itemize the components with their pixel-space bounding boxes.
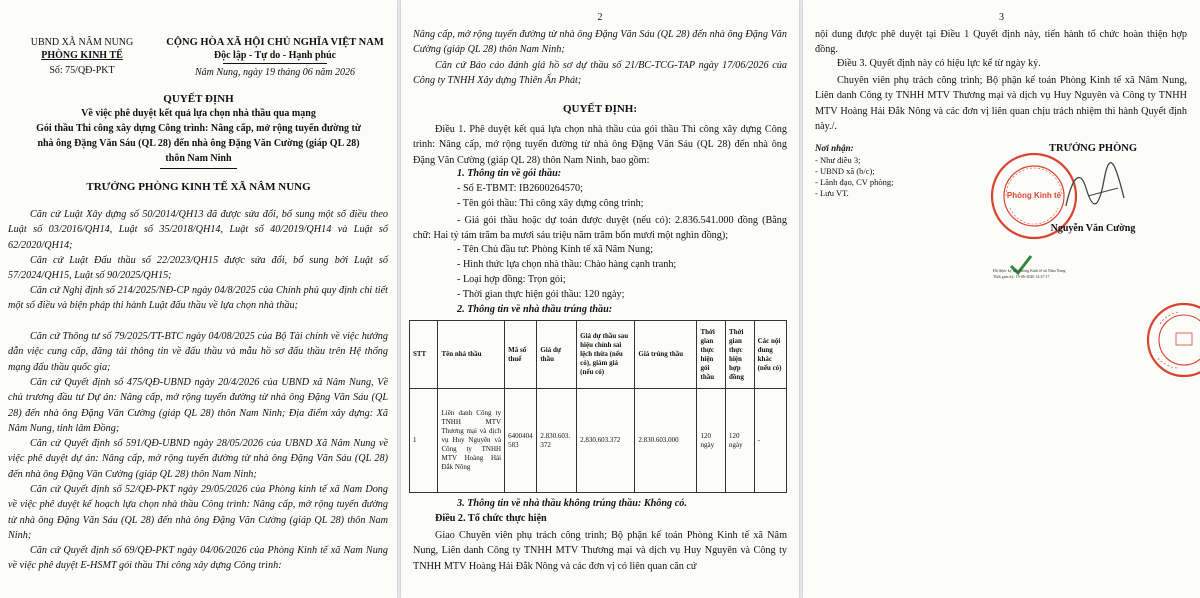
- document-page-1: [0, 0, 397, 598]
- recipients-title: Nơi nhận:: [815, 143, 854, 153]
- table-header: Giá trúng thầu: [635, 321, 697, 389]
- table-cell: 6400404583: [505, 389, 537, 493]
- table-cell: 2.830.603.000: [635, 389, 697, 493]
- place-date: Nâm Nung, ngày 19 tháng 06 năm 2026: [195, 67, 355, 78]
- doc-number: Số: 75/QĐ-PKT: [49, 65, 115, 76]
- table-header: Mã số thuế: [505, 321, 537, 389]
- handwritten-signature: [1058, 158, 1133, 218]
- winning-bidder-table: [409, 320, 787, 493]
- table-cell: -: [754, 389, 786, 493]
- agency-line-1: UBND XÃ NÂM NUNG: [30, 37, 134, 48]
- signer-name: Nguyễn Văn Cường: [1050, 223, 1136, 234]
- document-page-3: [803, 0, 1200, 598]
- stamp-center-text: Phòng Kinh tế: [1006, 191, 1062, 200]
- subject-line: Gói thầu Thi công xây dựng Công trình: Nâng cấp, mở rộng tuyến đường từ: [36, 123, 361, 134]
- legal-basis: Căn cứ Quyết định số 591/QĐ-UBND ngày 28/05/2026 của UBND Xã Nâm Nung về việc phê duyệt dự án: Nâng cấp, mở rộng tuyến đường từ nhà ông Đặng Văn Sáu (QL 28) đến nhà ông Đặng Văn Cường (giáp QL 28) thôn Nam Ninh;: [8, 438, 388, 480]
- legal-basis: Căn cứ Quyết định số 52/QĐ-PKT ngày 29/05/2026 của Phòng kinh tế xã Nam Dong về việc phê duyệt kế hoạch lựa chọn nhà thầu Công trình: Nâng cấp, mở rộng tuyến đường từ nhà ông Đặng Văn Sáu (QL 28) đến nhà ông Đặng Văn Cường (giáp QL 28) thôn Nam Ninh;: [8, 484, 388, 541]
- official-stamp: [1138, 300, 1200, 380]
- table-cell: 120 ngày: [726, 389, 755, 493]
- page-number: 3: [999, 12, 1004, 23]
- report-basis: Căn cứ Báo cáo đánh giá hồ sơ dự thầu số 21/BC-TCG-TAP ngày 17/06/2026 của Công ty TNHH Xây dựng Thiên Ấn Phát;: [413, 60, 787, 87]
- legal-basis: Căn cứ Nghị định số 214/2025/NĐ-CP ngày 04/8/2025 của Chính phủ quy định chi tiết một số điều và biện pháp thi hành Luật đấu thầu về lựa chọn nhà thầu;: [8, 285, 388, 312]
- legal-basis: Căn cứ Thông tư số 79/2025/TT-BTC ngày 04/08/2025 của Bộ Tài chính về việc hướng dẫn việc cung cấp, đăng tải thông tin về đấu thầu và mẫu hồ sơ đấu thầu trên Hệ thống mạng đấu thầu quốc gia;: [8, 331, 388, 373]
- continuation-text: Nâng cấp, mở rộng tuyến đường từ nhà ông Đặng Văn Sáu (QL 28) đến nhà ông Đặng Văn Cường (giáp QL 28) thôn Nam Ninh;: [413, 29, 787, 56]
- table-header: Giá dự thầu sau hiệu chỉnh sai lệch thừa (nếu có), giảm giá (nếu có): [577, 321, 635, 389]
- article-2-text: Giao Chuyên viên phụ trách công trình; Bộ phận kế toán Phòng Kinh tế xã Nâm Nung, Liên danh Công ty TNHH MTV Thương mại và dịch vụ Huy Nguyên và Công ty TNHH MTV Hoàng Hải Đắk Nông và các đơn vị có liên quan căn cứ: [413, 530, 787, 572]
- table-cell: Liên danh Công ty TNHH MTV Thương mại và dịch vụ Huy Nguyên và Công ty TNHH MTV Hoàng Hải Đắk Nông: [438, 389, 505, 493]
- recipient-item: - Lãnh đạo, CV phòng;: [815, 177, 894, 187]
- table-header: Giá dự thầu: [537, 321, 577, 389]
- package-item: - Giá gói thầu hoặc dự toán được duyệt (nếu có): 2.836.541.000 đồng (Bằng chữ: Hai tỷ tám trăm ba mươi sáu triệu năm trăm bốn mươi một nghìn đồng);: [413, 215, 787, 242]
- table-cell: 2.830.603.372: [577, 389, 635, 493]
- table-header: STT: [410, 321, 438, 389]
- agency-line-2: PHÒNG KINH TẾ: [41, 50, 123, 61]
- section-3: 3. Thông tin về nhà thầu không trúng thầu: Không có.: [457, 498, 687, 509]
- table-cell: 1: [410, 389, 438, 493]
- package-item: - Tên Chủ đầu tư: Phòng Kinh tế xã Nâm Nung;: [457, 244, 654, 255]
- package-item: - Hình thức lựa chọn nhà thầu: Chào hàng cạnh tranh;: [457, 259, 677, 270]
- responsible-parties: Chuyên viên phụ trách công trình; Bộ phận kế toán Phòng Kinh tế xã Nâm Nung, Liên danh Công ty TNHH MTV Thương mại và dịch vụ Huy Nguyên và Công ty TNHH MTV Hoàng Hải Đắk Nông và các đơn vị liên quan chịu trách nhiệm thi hành Quyết định này./.: [815, 75, 1187, 132]
- subject-line: Về việc phê duyệt kết quả lựa chọn nhà thầu qua mạng: [81, 108, 316, 119]
- signer-title: TRƯỞNG PHÒNG: [1049, 143, 1137, 154]
- table-header: Thời gian thực hiện hợp đồng: [726, 321, 755, 389]
- digital-signature-text: Đã được ký bởi Phòng Kinh tế xã Nâm Nung: [993, 268, 1066, 273]
- package-item: - Tên gói thầu: Thi công xây dựng công trình;: [457, 198, 644, 209]
- section-2-title: 2. Thông tin về nhà thầu trúng thầu:: [457, 304, 613, 315]
- digital-signature-time: Thời gian ký: 19-06-2026 14:47:17: [993, 274, 1050, 279]
- section-1-title: 1. Thông tin về gói thầu:: [457, 168, 562, 179]
- page-number: 2: [597, 12, 603, 23]
- legal-basis: Căn cứ Luật Đấu thầu số 22/2023/QH15 được sửa đổi, bổ sung bởi Luật số 57/2024/QH15, Luật số 90/2025/QH15;: [8, 255, 388, 282]
- table-header: Tên nhà thầu: [438, 321, 505, 389]
- subject-line: nhà ông Đặng Văn Sáu (QL 28) đến nhà ông Đặng Văn Cường (giáp QL 28): [37, 138, 360, 149]
- subject-line: thôn Nam Ninh: [165, 153, 232, 164]
- recipient-item: - Lưu VT.: [815, 188, 849, 198]
- table-cell: 120 ngày: [697, 389, 726, 493]
- decide-heading: QUYẾT ĐỊNH:: [562, 103, 638, 115]
- legal-basis: Căn cứ Luật Xây dựng số 50/2014/QH13 đã được sửa đổi, bổ sung một số điều theo Luật số 03/2016/QH14, Luật số 35/2018/QH14, Luật số 40/2019/QH14 và Luật số 62/2020/QH14;: [8, 209, 388, 251]
- recipient-item: - Như điều 3;: [815, 155, 861, 165]
- table-cell: 2.830.603.372: [537, 389, 577, 493]
- legal-basis: Căn cứ Quyết định số 475/QĐ-UBND ngày 20/4/2026 của UBND xã Nâm Nung, Về chủ trương đầu tư Dự án: Nâng cấp, mở rộng tuyến đường từ nhà ông Đặng Văn Sáu (QL 28) đến nhà ông Đặng Văn Cường (giáp QL 28) thôn Nam Ninh; Địa điểm xây dựng: Xã Nâm Nung, tỉnh lâm Đồng;: [8, 377, 388, 434]
- continuation-text: nội dung được phê duyệt tại Điều 1 Quyết định này, tiến hành tổ chức hoàn thiện hợp đồng.: [815, 29, 1187, 56]
- package-item: - Số E-TBMT: IB2600264570;: [457, 183, 583, 194]
- authority-title: TRƯỞNG PHÒNG KINH TẾ XÃ NÂM NUNG: [86, 181, 311, 193]
- table-header: Các nội dung khác (nếu có): [754, 321, 786, 389]
- package-item: - Thời gian thực hiện gói thầu: 120 ngày;: [457, 289, 625, 300]
- legal-basis: Căn cứ Quyết định số 69/QĐ-PKT ngày 04/06/2026 của Phòng Kinh tế xã Nam Nung về việc phê duyệt E-HSMT gói thầu Thi công xây dựng Công trình:: [8, 545, 388, 572]
- subject-underline: [160, 168, 237, 169]
- article-2-title: Điều 2. Tổ chức thực hiện: [435, 513, 547, 524]
- table-row: [410, 389, 787, 493]
- article-1: Điều 1. Phê duyệt kết quả lựa chọn nhà thầu của gói thầu Thi công xây dựng Công trình: Nâng cấp, mở rộng tuyến đường từ nhà ông Đặng Văn Sáu (QL 28) đến nhà ông Đặng Văn Cường (giáp QL 28) thôn Nam Ninh, bao gồm:: [413, 124, 787, 166]
- motto: Độc lập - Tự do - Hạnh phúc: [213, 50, 337, 61]
- table-header: Thời gian thực hiện gói thầu: [697, 321, 726, 389]
- package-item: - Loại hợp đồng: Trọn gói;: [457, 274, 566, 285]
- article-3: Điều 3. Quyết định này có hiệu lực kể từ ngày ký.: [837, 58, 1041, 69]
- motto-underline: [223, 63, 327, 64]
- country-name: CỘNG HÒA XÃ HỘI CHỦ NGHĨA VIỆT NAM: [166, 37, 384, 48]
- document-page-2: [401, 0, 799, 598]
- doc-type-title: QUYẾT ĐỊNH: [163, 93, 234, 105]
- recipient-item: - UBND xã (b/c);: [815, 166, 875, 176]
